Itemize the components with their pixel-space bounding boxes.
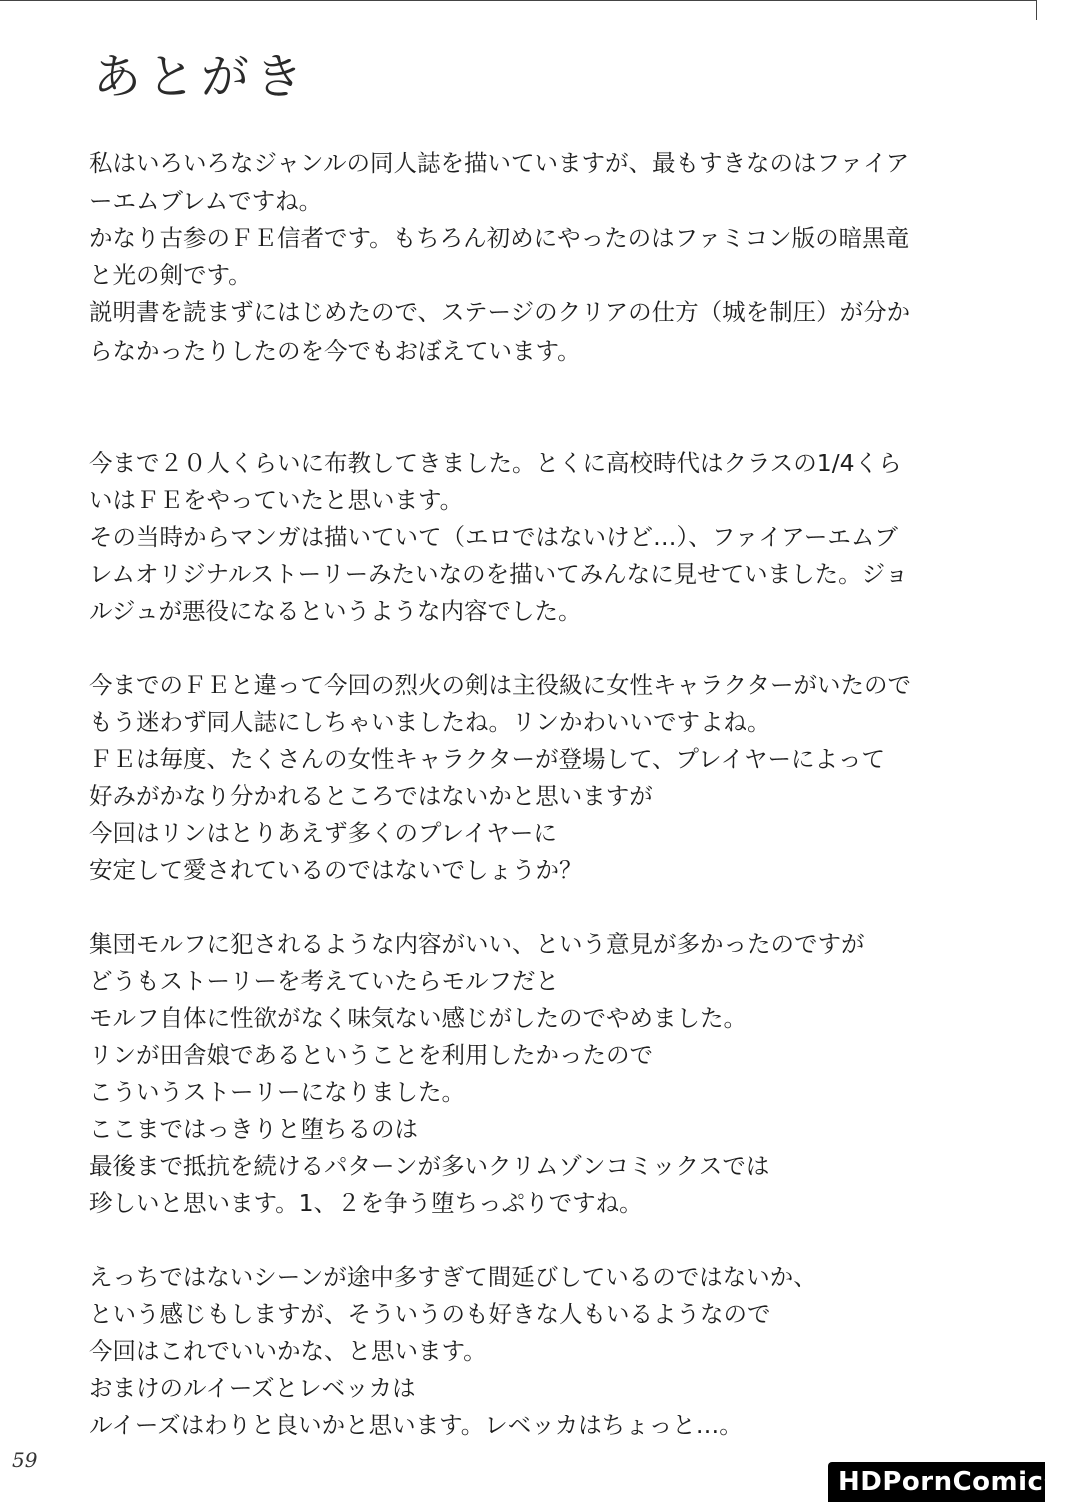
body-line: その当時からマンガは描いていて（エロではないけど…）、ファイアーエムブ	[89, 523, 898, 551]
body-line: ＦＥは毎度、たくさんの女性キャラクターが登場して、プレイヤーによって	[89, 745, 885, 773]
body-line: モルフ自体に性欲がなく味気ない感じがしたのでやめました。	[89, 1004, 747, 1032]
body-line: らなかったりしたのを今でもおぼえています。	[89, 337, 581, 365]
body-line: 私はいろいろなジャンルの同人誌を描いていますが、最もすきなのはファイア	[89, 149, 910, 177]
body-line: ここまではっきりと堕ちるのは	[89, 1115, 418, 1143]
body-line: 最後まで抵抗を続けるパターンが多いクリムゾンコミックスでは	[89, 1152, 770, 1180]
body-line: リンが田舎娘であるということを利用したかったので	[89, 1041, 653, 1069]
body-line: レムオリジナルストーリーみたいなのを描いてみんなに見せていました。ジョ	[89, 560, 909, 588]
body-line: もう迷わず同人誌にしちゃいましたね。リンかわいいですよね。	[89, 708, 771, 736]
right-border-line	[1036, 0, 1037, 20]
body-line: 今回はリンはとりあえず多くのプレイヤーに	[89, 819, 557, 847]
body-line: おまけのルイーズとレベッカは	[89, 1374, 416, 1402]
body-line: ーエムブレムですね。	[89, 187, 323, 215]
body-line: えっちではないシーンが途中多すぎて間延びしているのではないか、	[89, 1263, 817, 1291]
body-line: 珍しいと思います。1、２を争う堕ちっぷりですね。	[89, 1189, 643, 1217]
page-title: あとがき	[93, 49, 310, 105]
body-line: ルイーズはわりと良いかと思います。レベッカはちょっと…。	[89, 1411, 743, 1439]
body-line: いはＦＥをやっていたと思います。	[89, 486, 464, 514]
page-number: 59	[12, 1448, 38, 1472]
body-line: ルジュが悪役になるというような内容でした。	[89, 597, 582, 625]
body-line: 今回はこれでいいかな、と思います。	[89, 1337, 487, 1365]
site-watermark	[828, 1462, 1086, 1502]
body-line: 今まで２０人くらいに布教してきました。とくに高校時代はクラスの1/4くら	[89, 449, 902, 477]
body-line: かなり古参のＦＥ信者です。もちろん初めにやったのはファミコン版の暗黒竜	[89, 224, 910, 252]
watermark-text: HDPornComics.c	[838, 1467, 1086, 1497]
body-line: 安定して愛されているのではないでしょうか？	[89, 856, 583, 884]
body-line: 説明書を読まずにはじめたので、ステージのクリアの仕方（城を制圧）が分か	[89, 298, 911, 326]
body-line: どうもストーリーを考えていたらモルフだと	[89, 967, 559, 995]
body-line: 集団モルフに犯されるような内容がいい、という意見が多かったのですが	[89, 930, 865, 958]
body-line: 今までのＦＥと違って今回の烈火の剣は主役級に女性キャラクターがいたので	[89, 671, 912, 699]
body-line: と光の剣です。	[89, 261, 252, 289]
body-line: という感じもしますが、そういうのも好きな人もいるようなので	[89, 1300, 771, 1328]
body-line: こういうストーリーになりました。	[89, 1078, 465, 1106]
body-line: 好みがかなり分かれるところではないかと思いますが	[89, 782, 653, 810]
top-border-line	[0, 0, 1036, 1]
